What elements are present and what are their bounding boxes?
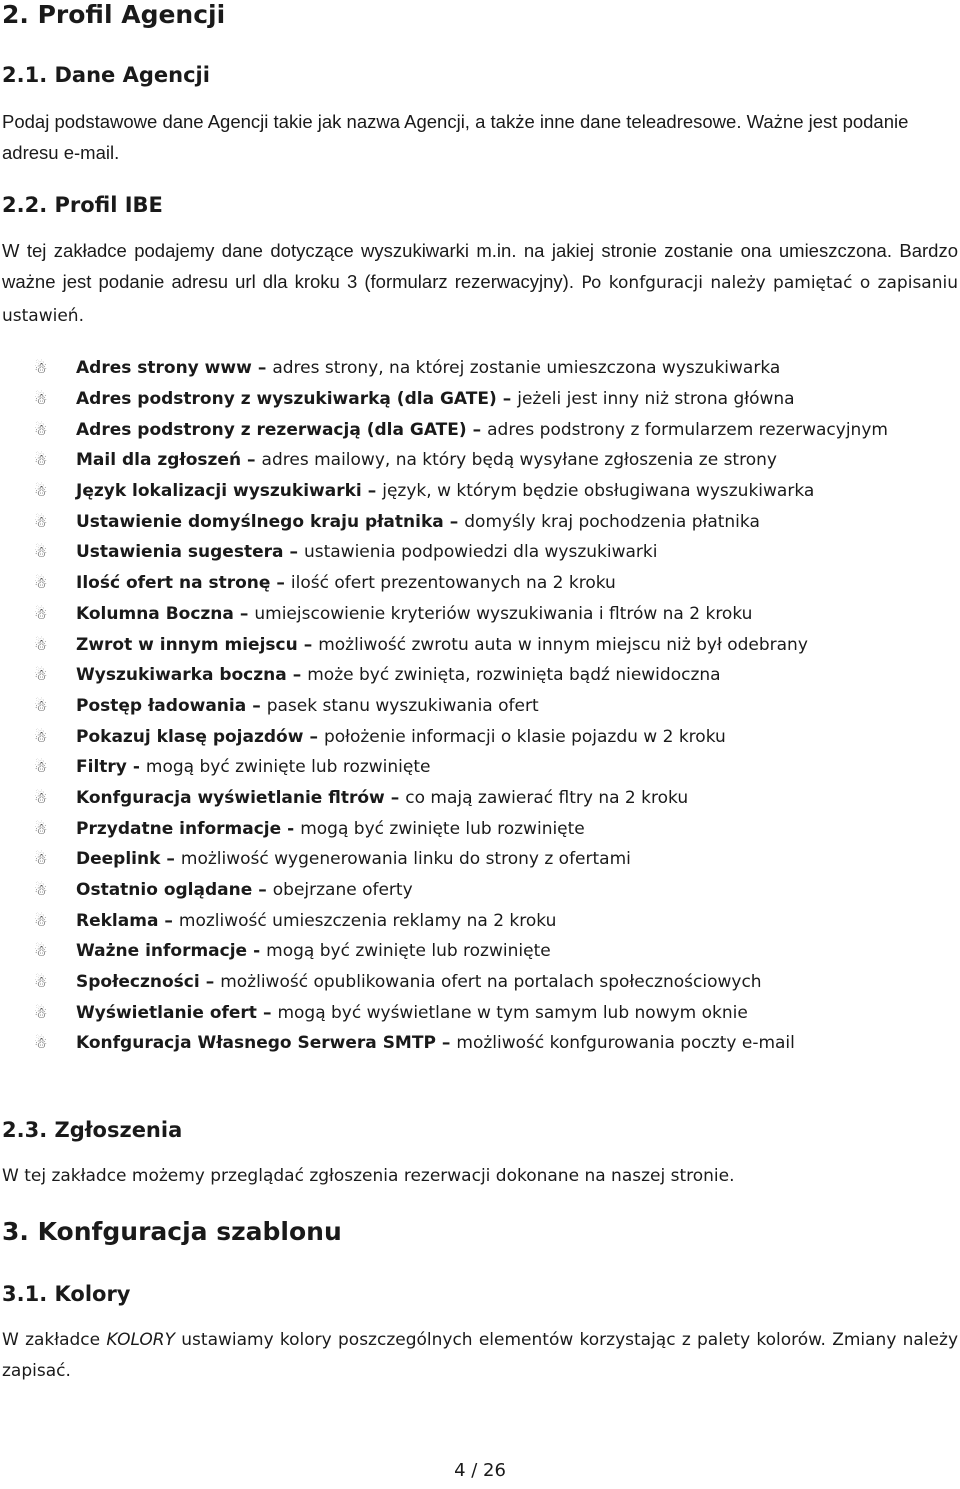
list-item [34, 1028, 888, 1059]
item-label: Język lokalizacji wyszukiwarki [76, 481, 362, 502]
item-description: możliwość opublikowania ofert na portalach społecznościowych [220, 972, 762, 993]
list-item [34, 476, 888, 507]
item-label: Adres podstrony z rezerwacją (dla GATE) [76, 419, 467, 440]
item-separator: – [205, 972, 215, 993]
section-2-1-title: 2.1. Dane Agencji [2, 63, 210, 87]
item-description: położenie informacji o klasie pojazdu w 2 kroku [323, 726, 726, 747]
item-label: Ustawienia sugestera [76, 542, 284, 563]
item-description: możliwość wygenerowania linku do strony z ofertami [180, 849, 631, 870]
item-separator: – [166, 849, 175, 870]
bullet-icon: ☃ [34, 696, 48, 715]
section-2-1-text: Podaj podstawowe dane Agencji takie jak nazwa Agencji, a także inne dane teleadresowe. Ważne jest podanie adresu e-mail. [2, 111, 909, 163]
item-separator: – [252, 695, 261, 716]
bullet-icon: ☃ [34, 666, 48, 685]
item-separator: – [262, 1002, 272, 1023]
item-separator: – [247, 450, 256, 471]
bullet-icon: ☃ [34, 420, 48, 439]
item-label: Wyświetlanie ofert [76, 1002, 257, 1023]
page-number: 4 / 26 [454, 1460, 506, 1481]
item-description: mogą być zwinięte lub rozwinięte [300, 818, 585, 839]
item-label: Filtry [76, 757, 127, 778]
list-item [34, 384, 888, 415]
item-description: adres strony, na której zostanie umieszczona wyszukiwarka [272, 358, 781, 379]
item-label: Zwrot w innym miejscu [76, 634, 298, 655]
item-description: możliwość konfgurowania poczty e-mail [456, 1033, 795, 1054]
item-label: Kolumna Boczna [76, 603, 234, 624]
list-item [34, 997, 888, 1028]
list-item [34, 691, 888, 722]
bullet-icon: ☃ [34, 543, 48, 562]
item-label: Ważne informacje [76, 941, 248, 962]
bullet-icon: ☃ [34, 635, 48, 654]
item-description: adres podstrony z formularzem rezerwacyjnym [487, 419, 888, 440]
section-2-title: 2. Profil Agencji [2, 0, 226, 29]
item-label: Konfguracja wyświetlanie fltrów [76, 787, 385, 808]
bullet-icon: ☃ [34, 390, 48, 409]
item-description: jeżeli jest inny niż strona główna [517, 389, 795, 410]
item-separator: – [303, 634, 313, 655]
bullet-icon: ☃ [34, 604, 48, 623]
section-3-1-title: 3.1. Kolory [2, 1282, 131, 1306]
section-2-2-text-a: W tej zakładce podajemy dane dotyczące wyszukiwarki m.in. na jakiej stronie zostanie ona umieszczona. Bardzo ważne jest podanie adresu url dla kroku 3 (formularz rezerwacyjny). [2, 240, 958, 292]
section-2-3-title: 2.3. Zgłoszenia [2, 1118, 183, 1142]
list-item [34, 721, 888, 752]
item-separator: – [367, 481, 377, 502]
bullet-icon: ☃ [34, 819, 48, 838]
section-2-2-text-b: Po konfguracji należy pamiętać o zapisaniu ustawień. [2, 273, 958, 326]
item-separator: - [287, 818, 295, 839]
item-description: może być zwinięta, rozwinięta bądź niewidoczna [307, 665, 721, 686]
item-label: Ilość ofert na stronę [76, 573, 271, 594]
list-item [34, 599, 888, 630]
bullet-icon: ☃ [34, 973, 48, 992]
item-label: Pokazuj klasę pojazdów [76, 726, 304, 747]
item-separator: – [309, 726, 318, 747]
list-item [34, 445, 888, 476]
list-item [34, 844, 888, 875]
bullet-icon: ☃ [34, 482, 48, 501]
bullet-icon: ☃ [34, 942, 48, 961]
item-label: Postęp ładowania [76, 695, 247, 716]
list-item [34, 905, 888, 936]
list-item [34, 660, 888, 691]
item-separator: – [502, 389, 512, 410]
item-label: Adres podstrony z wyszukiwarką (dla GATE) [76, 389, 497, 410]
item-separator: – [276, 573, 285, 594]
item-separator: – [239, 603, 249, 624]
item-separator: – [164, 910, 173, 931]
list-item [34, 414, 888, 445]
item-separator: – [441, 1033, 451, 1054]
item-label: Deeplink [76, 849, 161, 870]
item-description: mozliwość umieszczenia reklamy na 2 kroku [178, 910, 557, 931]
bullet-icon: ☃ [34, 758, 48, 777]
item-description: adres mailowy, na który będą wysyłane zgłoszenia ze strony [261, 450, 777, 471]
bullet-icon: ☃ [34, 911, 48, 930]
item-description: język, w którym będzie obsługiwana wyszukiwarka [382, 481, 815, 502]
item-separator: – [257, 358, 267, 379]
bullet-icon: ☃ [34, 512, 48, 531]
item-label: Konfguracja Własnego Serwera SMTP [76, 1033, 436, 1054]
item-separator: – [289, 542, 298, 563]
item-description: ustawienia podpowiedzi dla wyszukiwarki [303, 542, 658, 563]
list-item [34, 875, 888, 906]
list-item [34, 752, 888, 783]
bullet-icon: ☃ [34, 359, 48, 378]
list-item [34, 537, 888, 568]
item-separator: – [258, 880, 267, 901]
list-item [34, 568, 888, 599]
section-2-2-title: 2.2. Profil IBE [2, 193, 163, 217]
item-label: Ostatnio oglądane [76, 880, 253, 901]
bullet-icon: ☃ [34, 1003, 48, 1022]
bullet-icon: ☃ [34, 727, 48, 746]
item-separator: - [132, 757, 140, 778]
item-separator: – [472, 419, 482, 440]
item-description: co mają zawierać fltry na 2 kroku [405, 787, 689, 808]
list-item [34, 967, 888, 998]
item-description: możliwość zwrotu auta w innym miejscu niż był odebrany [318, 634, 808, 655]
section-3-title: 3. Konfguracja szablonu [2, 1217, 342, 1246]
item-label: Ustawienie domyślnego kraju płatnika [76, 511, 444, 532]
list-item [34, 506, 888, 537]
bullet-icon: ☃ [34, 574, 48, 593]
item-label: Reklama [76, 910, 159, 931]
item-separator: – [292, 665, 302, 686]
section-3-1-text-em: KOLORY [106, 1330, 175, 1350]
section-3-1-text-post: ustawiamy kolory poszczególnych elementów korzystając z palety kolorów. Zmiany należy zapisać. [2, 1330, 959, 1381]
item-description: domyśly kraj pochodzenia płatnika [464, 511, 760, 532]
bullet-icon: ☃ [34, 1034, 48, 1053]
item-separator: - [253, 941, 261, 962]
section-2-3-text: W tej zakładce możemy przeglądać zgłoszenia rezerwacji dokonane na naszej stronie. [2, 1166, 735, 1186]
item-separator: – [390, 787, 400, 808]
list-item [34, 353, 888, 384]
list-item [34, 813, 888, 844]
list-item [34, 936, 888, 967]
item-description: umiejscowienie kryteriów wyszukiwania i fltrów na 2 kroku [254, 603, 753, 624]
item-label: Mail dla zgłoszeń [76, 450, 242, 471]
item-label: Wyszukiwarka boczna [76, 665, 287, 686]
bullet-icon: ☃ [34, 451, 48, 470]
bullet-icon: ☃ [34, 881, 48, 900]
list-item [34, 783, 888, 814]
item-label: Społeczności [76, 972, 200, 993]
item-description: mogą być wyświetlane w tym samym lub nowym oknie [277, 1002, 748, 1023]
section-3-1-text-pre: W zakładce [2, 1330, 107, 1350]
section-2-2-text [2, 235, 958, 332]
item-description: mogą być zwinięte lub rozwinięte [266, 941, 551, 962]
item-separator: – [449, 511, 459, 532]
bullet-icon: ☃ [34, 788, 48, 807]
item-description: pasek stanu wyszukiwania ofert [266, 695, 539, 716]
section-3-1-text [2, 1325, 958, 1387]
item-description: obejrzane oferty [272, 880, 413, 901]
item-label: Adres strony www [76, 358, 252, 379]
bullet-icon: ☃ [34, 850, 48, 869]
feature-list [34, 353, 888, 1059]
item-description: ilość ofert prezentowanych na 2 kroku [290, 573, 616, 594]
item-label: Przydatne informacje [76, 818, 282, 839]
list-item [34, 629, 888, 660]
item-description: mogą być zwinięte lub rozwinięte [145, 757, 431, 778]
